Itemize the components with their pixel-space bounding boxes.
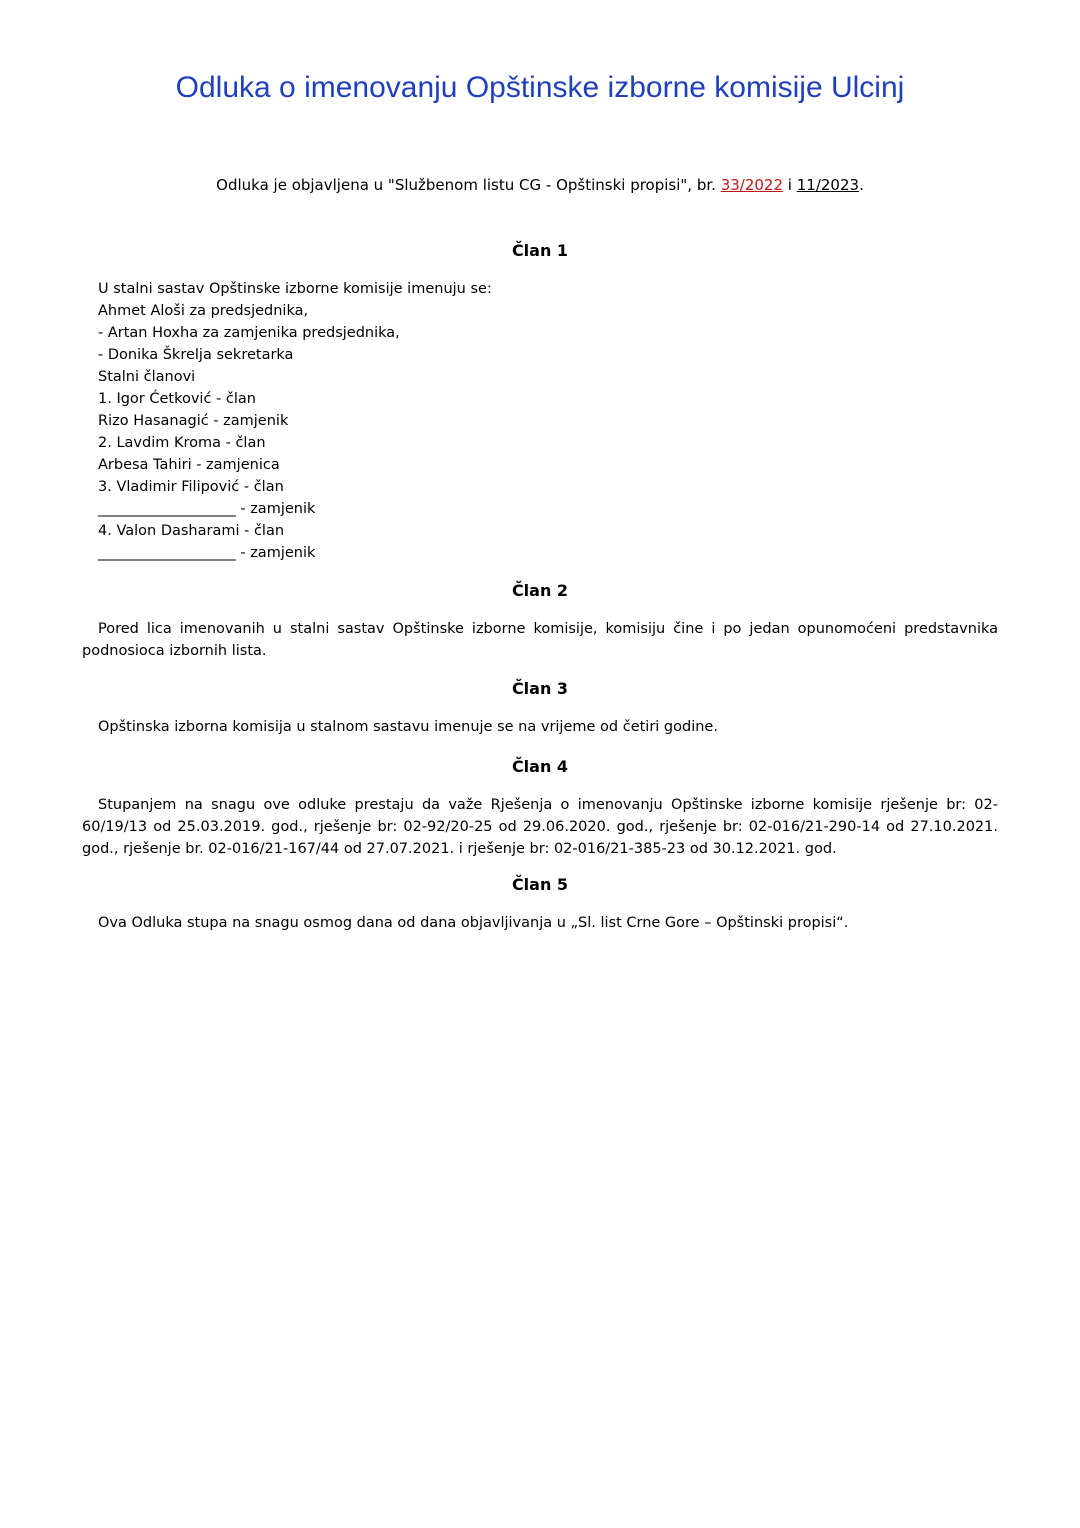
article-1-line: Rizo Hasanagić - zamjenik xyxy=(98,413,289,429)
article-1-line: 1. Igor Ćetković - član xyxy=(98,391,256,407)
publication-separator: i xyxy=(783,176,797,194)
article-3-heading: Član 3 xyxy=(511,679,569,698)
article-2-heading: Član 2 xyxy=(511,581,569,600)
article-4-heading: Član 4 xyxy=(511,757,569,776)
article-1-line: U stalni sastav Opštinske izborne komisije imenuju se: xyxy=(98,281,492,297)
article-3-text: Opštinska izborna komisija u stalnom sastavu imenuje se na vrijeme od četiri godine. xyxy=(98,719,718,735)
article-1-line: 4. Valon Dasharami - član xyxy=(98,523,285,539)
article-1-line: Arbesa Tahiri - zamjenica xyxy=(98,457,280,473)
article-1-line: Stalni članovi xyxy=(98,369,196,385)
article-2-text: Pored lica imenovanih u stalni sastav Opštinske izborne komisije, komisiju čine i po jedan opunomoćeni predstavnika podnosioca izbornih lista. xyxy=(82,621,998,659)
article-1-line: Ahmet Aloši za predsjednika, xyxy=(98,303,309,319)
article-1-line: - Donika Škrelja sekretarka xyxy=(98,347,294,363)
publication-note xyxy=(0,174,1080,196)
article-1-line: - Artan Hoxha za zamjenika predsjednika, xyxy=(98,325,400,341)
article-1-body xyxy=(82,278,998,564)
article-5-heading: Član 5 xyxy=(511,875,569,894)
article-1-heading: Član 1 xyxy=(511,241,569,260)
article-5-text: Ova Odluka stupa na snagu osmog dana od dana objavljivanja u „Sl. list Crne Gore – Opštinski propisi“. xyxy=(98,915,849,931)
article-1-line: 2. Lavdim Kroma - član xyxy=(98,435,266,451)
publication-suffix: . xyxy=(859,176,864,194)
document-title: Odluka o imenovanju Opštinske izborne komisije Ulcinj xyxy=(175,71,905,104)
gazette-link-33-2022[interactable]: 33/2022 xyxy=(720,176,784,194)
gazette-link-11-2023[interactable]: 11/2023 xyxy=(796,176,860,194)
article-1-line: 3. Vladimir Filipović - član xyxy=(98,479,284,495)
publication-prefix: Odluka je objavljena u "Službenom listu CG - Opštinski propisi", br. xyxy=(216,176,721,194)
article-1-line: ___________________ - zamjenik xyxy=(98,501,316,517)
article-4-text: Stupanjem na snagu ove odluke prestaju da važe Rješenja o imenovanju Opštinske izborne komisije rješenje br: 02-60/19/13 od 25.03.2019. god., rješenje br: 02-92/20-25 od 29.06.2020. god., rješenje br: 02-016/21-290-14 od 27.10.2021. god., rješenje br. 02-016/21-167/44 od 27.07.2021. i rješenje br: 02-016/21-385-23 od 30.12.2021. god. xyxy=(82,797,998,857)
article-1-line: ___________________ - zamjenik xyxy=(98,545,316,561)
